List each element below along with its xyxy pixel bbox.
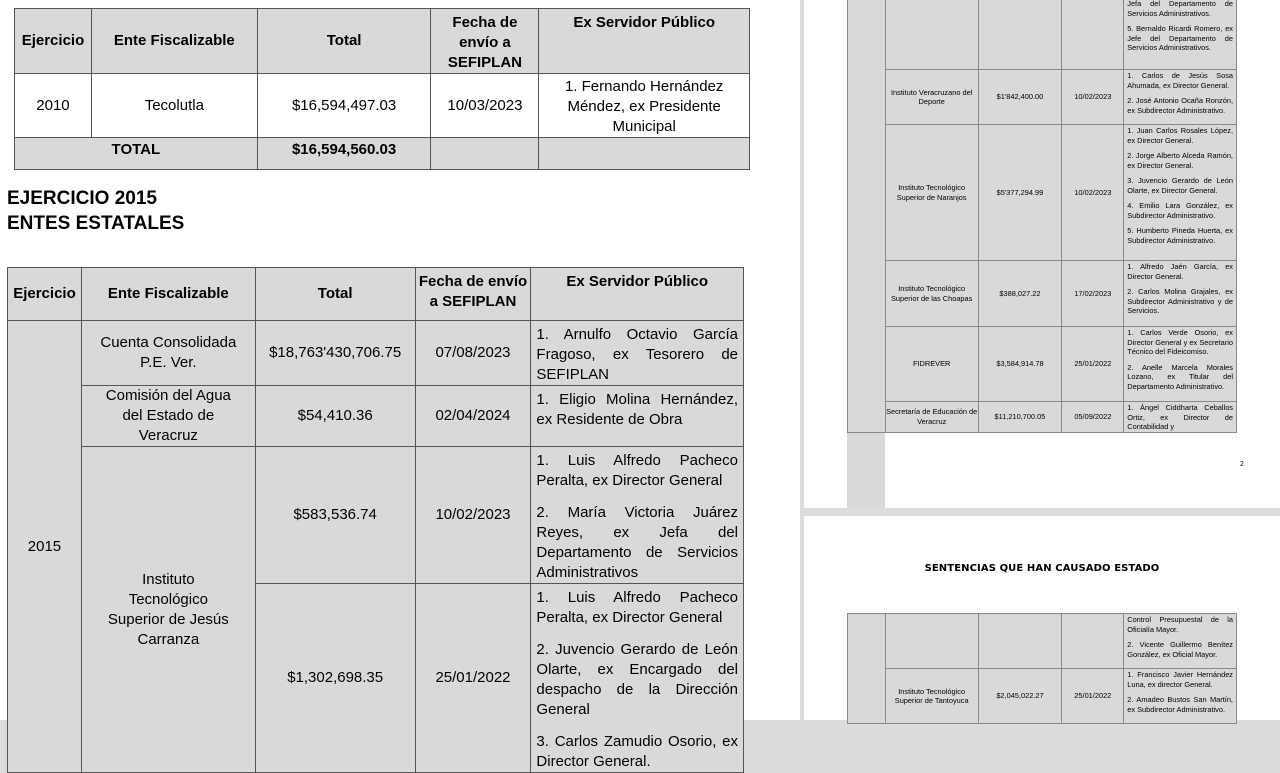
cell-ente: Instituto Veracruzano del Deporte	[885, 70, 978, 125]
total-value: $16,594,560.03	[257, 138, 431, 170]
cell-total: $1,302,698.35	[255, 584, 415, 773]
cell-ente: Instituto Tecnológico Superior de Tantoyuca	[885, 669, 978, 724]
servidor-item: 2. Vicente Guillermo Benítez González, ex Oficial Mayor.	[1127, 640, 1233, 659]
cell-total: $5'377,294.99	[978, 125, 1062, 261]
section-heading	[7, 186, 184, 236]
table-row	[848, 327, 1237, 402]
cell-servidor: 1. Fernando Hernández Méndez, ex Presidente Municipal	[539, 74, 750, 138]
cell-fecha	[1062, 0, 1124, 70]
table-row	[848, 70, 1237, 125]
cell-ente: Instituto Tecnológico Superior de Jesús Carranza	[81, 447, 255, 773]
servidor-item: 2. María Victoria Juárez Reyes, ex Jefa del Departamento de Servicios Administrativos	[536, 504, 738, 581]
cell-total: $2,045,022.27	[978, 669, 1062, 724]
servidor-item: 1. Francisco Javier Hernández Luna, ex director General.	[1127, 670, 1233, 689]
cell-servidor	[1124, 70, 1237, 125]
servidor-item: 5. Humberto Pineda Huerta, ex Subdirector Administrativo.	[1127, 226, 1233, 245]
servidor-item: 2. Jorge Alberto Alceda Ramón, ex Director General.	[1127, 151, 1233, 170]
cell-fecha: 10/02/2023	[1062, 70, 1124, 125]
cell-servidor	[531, 386, 744, 447]
table-row	[848, 261, 1237, 327]
table-row	[8, 386, 744, 447]
cell-fecha: 10/02/2023	[415, 447, 531, 584]
empty-cell	[431, 138, 539, 170]
cell-total: $583,536.74	[255, 447, 415, 584]
servidor-item: 1. Eligio Molina Hernández, ex Residente de Obra	[536, 391, 738, 428]
heading-entes: ENTES ESTATALES	[7, 213, 185, 234]
cell-fecha: 25/01/2022	[1062, 327, 1124, 402]
cell-servidor	[531, 447, 744, 584]
page-number: 2	[1240, 461, 1244, 468]
servidor-item: 2. Carlos Molina Grajales, ex Subdirector Administrativo y de Servicios.	[1127, 287, 1233, 315]
cell-total	[978, 614, 1062, 669]
servidor-item: 2. Amadeo Bustos San Martín, ex Subdirector Administrativo.	[1127, 695, 1233, 714]
servidor-item: 1. Luis Alfredo Pacheco Peralta, ex Director General	[536, 589, 738, 626]
cell-servidor	[531, 584, 744, 773]
servidor-item: 1. Juan Carlos Rosales López, ex Director General.	[1127, 126, 1233, 145]
header-ejercicio: Ejercicio	[8, 268, 82, 321]
table-row	[848, 0, 1237, 70]
servidor-item: 1. Carlos de Jesús Sosa Ahumada, ex Director General.	[1127, 71, 1233, 90]
cell-servidor	[1124, 125, 1237, 261]
cell-ente: FIDREVER	[885, 327, 978, 402]
servidor-item: Control Presupuestal de la Oficialía Mayor.	[1127, 615, 1233, 634]
header-fecha: Fecha de envío a SEFIPLAN	[415, 268, 531, 321]
cell-total	[978, 0, 1062, 70]
cell-ente: Secretaría de Educación de Veracruz	[885, 402, 978, 433]
heading-ejercicio: EJERCICIO 2015	[7, 188, 157, 209]
header-total: Total	[257, 9, 431, 74]
cell-fecha: 10/03/2023	[431, 74, 539, 138]
servidor-item: 1. Luis Alfredo Pacheco Peralta, ex Director General	[536, 452, 738, 489]
cell-total: $3,584,914.78	[978, 327, 1062, 402]
cell-total: $11,210,700.05	[978, 402, 1062, 433]
table-row	[8, 447, 744, 584]
cell-ente: Comisión del Agua del Estado de Veracruz	[81, 386, 255, 447]
table-ejercicio-2010	[14, 8, 750, 170]
cell-ente: Tecolutla	[91, 74, 257, 138]
cell-total: $388,027.22	[978, 261, 1062, 327]
empty-cell	[539, 138, 750, 170]
cell-servidor	[531, 321, 744, 386]
cell-fecha: 05/09/2022	[1062, 402, 1124, 433]
cell-ente: Cuenta Consolidada P.E. Ver.	[81, 321, 255, 386]
total-label: TOTAL	[15, 138, 258, 170]
cell-ejercicio	[848, 614, 886, 724]
header-ejercicio: Ejercicio	[15, 9, 92, 74]
cell-ejercicio: 2015	[8, 321, 82, 773]
table-row	[8, 321, 744, 386]
table-row	[848, 402, 1237, 433]
header-servidor: Ex Servidor Público	[531, 268, 744, 321]
cell-ente	[885, 0, 978, 70]
servidor-item: 4. Emilio Lara González, ex Subdirector Administrativo.	[1127, 201, 1233, 220]
table-row	[848, 125, 1237, 261]
table-row	[848, 614, 1237, 669]
servidor-item: 2. José Antonio Ocaña Ronzón, ex Subdirector Administrativo.	[1127, 96, 1233, 115]
servidor-item: 5. Bernaldo Ricardi Romero, ex Jefe del Departamento de Servicios Administrativos.	[1127, 24, 1233, 52]
cell-ejercicio	[848, 0, 886, 432]
cell-fecha: 25/01/2022	[415, 584, 531, 773]
cell-total: $18,763'430,706.75	[255, 321, 415, 386]
cell-servidor	[1124, 669, 1237, 724]
cell-servidor	[1124, 327, 1237, 402]
servidor-item: 1. Alfredo Jaén García, ex Director General.	[1127, 262, 1233, 281]
cell-ente	[885, 614, 978, 669]
cell-fecha: 25/01/2022	[1062, 669, 1124, 724]
servidor-item: 1. Ángel Ciddharta Ceballos Ortiz, ex Director de Contabilidad y	[1127, 403, 1233, 431]
cell-servidor	[1124, 402, 1237, 433]
header-fecha: Fecha de envío a SEFIPLAN	[431, 9, 539, 74]
servidor-item: 1. Carlos Verde Osorio, ex Director General y ex Secretario Técnico del Fideicomiso.	[1127, 328, 1233, 356]
cell-ente: Instituto Tecnológico Superior de las Choapas	[885, 261, 978, 327]
header-servidor: Ex Servidor Público	[539, 9, 750, 74]
cell-total: $16,594,497.03	[257, 74, 431, 138]
table-ejercicio-2015	[7, 267, 744, 773]
cell-servidor	[1124, 0, 1237, 70]
cell-ejercicio: 2010	[15, 74, 92, 138]
servidor-item: 3. Juvencio Gerardo de León Olarte, ex Director General.	[1127, 176, 1233, 195]
cell-fecha: 10/02/2023	[1062, 125, 1124, 261]
servidor-item: Jefa del Departamento de Servicios Administrativos.	[1127, 0, 1233, 18]
continued-table	[847, 0, 1237, 433]
page-title: SENTENCIAS QUE HAN CAUSADO ESTADO	[924, 563, 1160, 574]
cell-fecha: 02/04/2024	[415, 386, 531, 447]
cell-fecha: 07/08/2023	[415, 321, 531, 386]
cell-servidor	[1124, 261, 1237, 327]
servidor-item: 2. Juvencio Gerardo de León Olarte, ex Encargado del despacho de la Dirección General	[536, 641, 738, 718]
header-ente: Ente Fiscalizable	[81, 268, 255, 321]
header-total: Total	[255, 268, 415, 321]
cell-servidor	[1124, 614, 1237, 669]
servidor-item: 2. Anelle Marcela Morales Lozano, ex Titular del Departamento Administrativo.	[1127, 362, 1233, 391]
right-bottom-document-page	[804, 516, 1280, 720]
table-row	[848, 669, 1237, 724]
cell-fecha: 17/02/2023	[1062, 261, 1124, 327]
cell-ente: Instituto Tecnológico Superior de Naranjos	[885, 125, 978, 261]
cell-total: $54,410.36	[255, 386, 415, 447]
servidor-item: 3. Carlos Zamudio Osorio, ex Director General.	[536, 733, 738, 770]
right-top-document-page	[804, 0, 1280, 508]
sentencias-table	[847, 613, 1237, 724]
header-ente: Ente Fiscalizable	[91, 9, 257, 74]
cell-total: $1'842,400.00	[978, 70, 1062, 125]
cell-fecha	[1062, 614, 1124, 669]
servidor-item: 1. Arnulfo Octavio García Fragoso, ex Tesorero de SEFIPLAN	[536, 326, 738, 383]
